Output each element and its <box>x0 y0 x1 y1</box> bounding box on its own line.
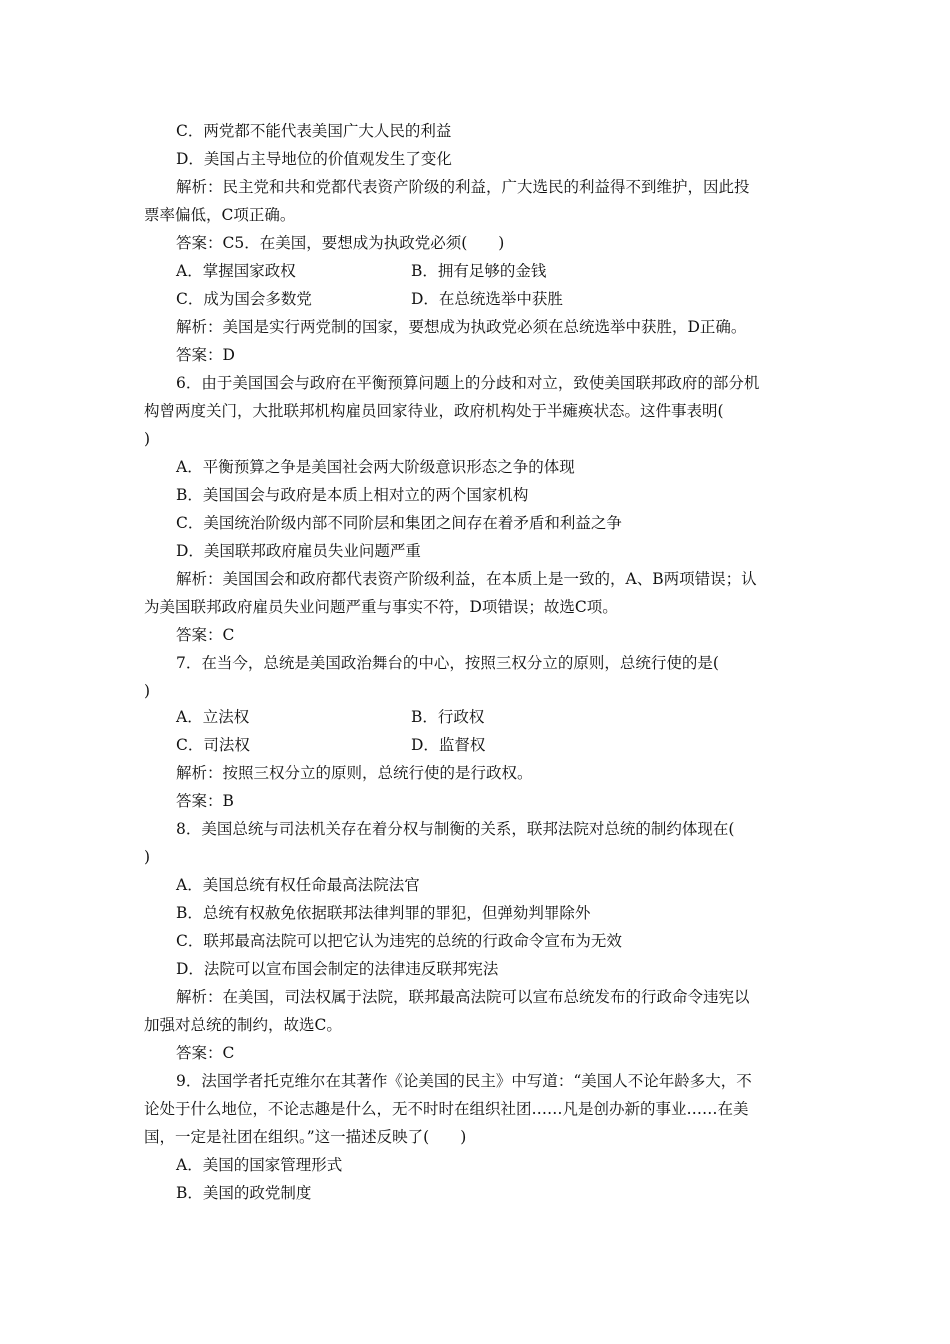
analysis-line: 票率偏低，C项正确。 <box>144 206 296 224</box>
option-line: C．司法权 <box>176 736 250 754</box>
answer-line: 答案：C <box>176 626 235 644</box>
option-line: B．拥有足够的金钱 <box>411 262 547 280</box>
question-line: 6．由于美国国会与政府在平衡预算问题上的分歧和对立，致使美国联邦政府的部分机 <box>176 374 760 392</box>
question-line: ) <box>144 848 151 866</box>
option-line: A．平衡预算之争是美国社会两大阶级意识形态之争的体现 <box>176 458 575 476</box>
option-line: D．在总统选举中获胜 <box>411 290 563 308</box>
analysis-line: 解析：民主党和共和党都代表资产阶级的利益，广大选民的利益得不到维护，因此投 <box>176 178 750 196</box>
question-line: ) <box>144 682 151 700</box>
option-line: B．美国的政党制度 <box>176 1184 312 1202</box>
question-line: 7．在当今，总统是美国政治舞台的中心，按照三权分立的原则，总统行使的是( <box>176 654 719 672</box>
option-line: B．行政权 <box>411 708 485 726</box>
option-line: C．联邦最高法院可以把它认为违宪的总统的行政命令宣布为无效 <box>176 932 622 950</box>
analysis-line: 加强对总统的制约，故选C。 <box>144 1016 342 1034</box>
analysis-line: 解析：美国是实行两党制的国家，要想成为执政党必须在总统选举中获胜，D正确。 <box>176 318 747 336</box>
analysis-line: 为美国联邦政府雇员失业问题严重与事实不符，D项错误；故选C项。 <box>144 598 618 616</box>
question-line: 8．美国总统与司法机关存在着分权与制衡的关系，联邦法院对总统的制约体现在( <box>176 820 735 838</box>
option-line: B．美国国会与政府是本质上相对立的两个国家机构 <box>176 486 529 504</box>
option-line: B．总统有权赦免依据联邦法律判罪的罪犯，但弹劾判罪除外 <box>176 904 591 922</box>
question-line: ) <box>144 430 151 448</box>
question-line: 国，一定是社团在组织。”这一描述反映了( ) <box>144 1128 467 1146</box>
question-line: 构曾两度关门，大批联邦机构雇员回家待业，政府机构处于半瘫痪状态。这件事表明( <box>144 402 724 420</box>
option-line: A．美国总统有权任命最高法院法官 <box>176 876 420 894</box>
option-line: D．美国联邦政府雇员失业问题严重 <box>176 542 421 560</box>
option-line: A．掌握国家政权 <box>176 262 296 280</box>
option-line: C．成为国会多数党 <box>176 290 312 308</box>
question-line: 论处于什么地位，不论志趣是什么，无不时时在组织社团……凡是创办新的事业……在美 <box>144 1100 749 1118</box>
option-line: C．两党都不能代表美国广大人民的利益 <box>176 122 452 140</box>
question-line: 9．法国学者托克维尔在其著作《论美国的民主》中写道：“美国人不论年龄多大，不 <box>176 1072 752 1090</box>
analysis-line: 解析：美国国会和政府都代表资产阶级利益，在本质上是一致的，A、B两项错误；认 <box>176 570 757 588</box>
analysis-line: 解析：在美国，司法权属于法院，联邦最高法院可以宣布总统发布的行政命令违宪以 <box>176 988 750 1006</box>
answer-line: 答案：C <box>176 1044 235 1062</box>
answer-line: 答案：B <box>176 792 234 810</box>
option-line: D．美国占主导地位的价值观发生了变化 <box>176 150 452 168</box>
analysis-line: 解析：按照三权分立的原则，总统行使的是行政权。 <box>176 764 533 782</box>
answer-question-line: 答案：C5．在美国，要想成为执政党必须( ) <box>176 234 505 252</box>
option-line: A．立法权 <box>176 708 250 726</box>
answer-line: 答案：D <box>176 346 235 364</box>
option-line: D．法院可以宣布国会制定的法律违反联邦宪法 <box>176 960 499 978</box>
option-line: D．监督权 <box>411 736 486 754</box>
option-line: A．美国的国家管理形式 <box>176 1156 343 1174</box>
option-line: C．美国统治阶级内部不同阶层和集团之间存在着矛盾和利益之争 <box>176 514 622 532</box>
